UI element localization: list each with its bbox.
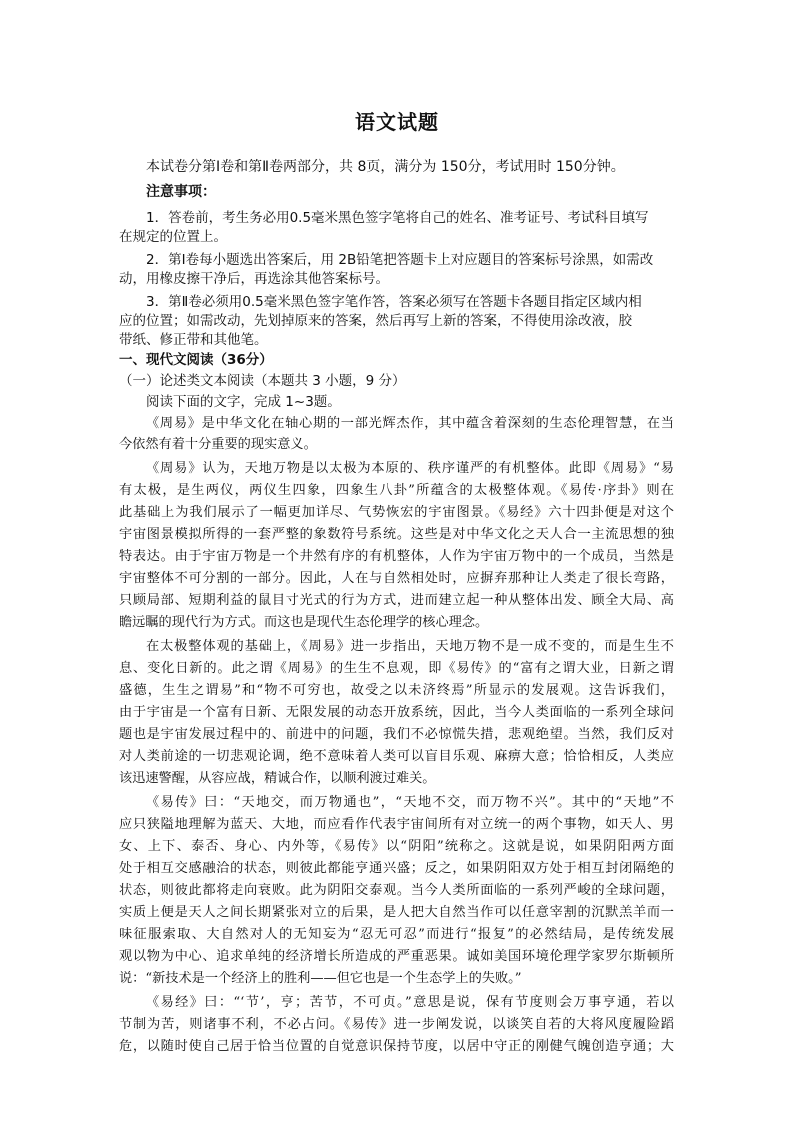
note-3-line-2: 应的位置；如需改动，先划掉原来的答案，然后再写上新的答案，不得使用涂改液，胶 — [119, 313, 632, 329]
passage-line: 今依然有着十分重要的现实意义。 — [119, 437, 317, 452]
passage-line: 应只狭隘地理解为蓝天、大地，而应看作代表宇宙间所有对立统一的两个事物，如天人、男 — [119, 817, 674, 832]
passage-line: 说：“新技术是一个经济上的胜利——但它也是一个生态学上的失败。” — [119, 971, 522, 986]
passage-line: 状态，则彼此都将走向衰败。此为阴阳交泰观。当今人类所面临的一系列严峻的全球问题， — [119, 883, 674, 898]
passage-line: 女、上下、泰否、身心、内外等，《易传》以“阴阳”统称之。这就是说，如果阴阳两方面 — [119, 839, 674, 854]
notice-heading: 注意事项： — [146, 184, 216, 200]
passage-line: 由于宇宙是一个富有日新、无限发展的动态开放系统，因此，当今人类面临的一系列全球问 — [119, 705, 674, 720]
note-3-line-1: 3．第Ⅱ卷必须用0.5毫米黑色签字笔作答，答案必须写在答题卡各题目指定区域内相 — [146, 294, 642, 310]
passage-line: 该迅速警醒，从容应战，精诚合作，以顺利渡过难关。 — [119, 771, 436, 786]
section-heading: 一、现代文阅读（36分） — [119, 352, 273, 368]
passage-line: 处于相互交感融洽的状态，则彼此都能亨通兴盛；反之，如果阴阳双方处于相互封闭隔绝的 — [119, 861, 674, 876]
passage-line: 瞻远瞩的现代行为方式。而这也是现代生态伦理学的核心理念。 — [119, 615, 489, 630]
passage-line: 只顾局部、短期利益的鼠目寸光式的行为方式，进而建立起一种从整体出发、顾全大局、高 — [119, 593, 674, 608]
passage-line: 危，以随时使自己居于恰当位置的自觉意识保持节度，以居中守正的刚健气魄创造亨通；大 — [119, 1039, 674, 1054]
passage-line: 《周易》认为，天地万物是以太极为本原的、秩序谨严的有机整体。此即《周易》“易 — [146, 461, 674, 476]
note-2-line-1: 2．第Ⅰ卷每小题选出答案后，用 2B铅笔把答题卡上对应题目的答案标号涂黑，如需改 — [146, 252, 654, 268]
passage-line: 宇宙整体不可分割的一部分。因此，人在与自然相处时，应摒弃那种让人类走了很长弯路， — [119, 571, 674, 586]
passage-line: 题也是宇宙发展过程中的、前进中的问题，我们不必惊慌失措，悲观绝望。当然，我们反对 — [119, 727, 674, 742]
note-1-line-1: 1．答卷前，考生务必用0.5毫米黑色签字笔将自己的姓名、准考证号、考试科目填写 — [146, 210, 649, 226]
passage-line: 《易经》曰：“‘节’，亨；苦节，不可贞。”意思是说，保有节度则会万事亨通，若以 — [146, 995, 674, 1010]
passage-line: 盛德，生生之谓易”和“物不可穷也，故受之以未济终焉”所显示的发展观。这告诉我们， — [119, 683, 674, 698]
note-3-line-3: 带纸、修正带和其他笔。 — [119, 332, 268, 348]
intro-text: 本试卷分第Ⅰ卷和第Ⅱ卷两部分，共 8页，满分为 150分，考试用时 150分钟。 — [146, 159, 625, 175]
passage-line: 此基础上为我们展示了一幅更加详尽、气势恢宏的宇宙图景。《易经》六十四卦便是对这个 — [119, 505, 674, 520]
passage-line: 实质上便是天人之间长期紧张对立的后果，是人把大自然当作可以任意宰割的沉默羔羊而一 — [119, 905, 674, 920]
passage-line: 节制为苦，则诸事不利，不必占问。《易传》进一步阐发说，以谈笑自若的大将风度履险蹈 — [119, 1017, 674, 1032]
note-1-line-2: 在规定的位置上。 — [119, 229, 227, 245]
passage-line: 对人类前途的一切悲观论调，绝不意味着人类可以盲目乐观、麻痹大意；恰恰相反，人类应 — [119, 749, 674, 764]
passage-line: 在太极整体观的基础上，《周易》进一步指出，天地万物不是一成不变的，而是生生不 — [146, 639, 674, 654]
passage-line: 宇宙图景模拟所得的一套严整的象数符号系统。这些是对中华文化之天人合一主流思想的独 — [119, 527, 674, 542]
passage-line: 特表达。由于宇宙万物是一个井然有序的有机整体，人作为宇宙万物中的一个成员，当然是 — [119, 549, 674, 564]
page-title: 语文试题 — [355, 110, 439, 134]
passage-line: 《周易》是中华文化在轴心期的一部光辉杰作，其中蕴含着深刻的生态伦理智慧，在当 — [146, 416, 674, 431]
instruction-text: 阅读下面的文字，完成 1~3题。 — [146, 394, 341, 410]
passage-line: 息、变化日新的。此之谓《周易》的生生不息观，即《易传》的“富有之谓大业，日新之谓 — [119, 661, 674, 676]
passage-line: 味征服索取、大自然对人的无知妄为“忍无可忍”而进行“报复”的必然结局，是传统发展 — [119, 927, 674, 942]
passage-line: 观以物为中心、追求单纯的经济增长所造成的严重恶果。诚如美国环境伦理学家罗尔斯顿所 — [119, 949, 674, 964]
passage-line: 有太极，是生两仪，两仪生四象，四象生八卦”所蕴含的太极整体观。《易传·序卦》则在 — [119, 483, 674, 498]
subsection-heading: （一）论述类文本阅读（本题共 3 小题，9 分） — [119, 373, 406, 389]
note-2-line-2: 动，用橡皮擦干净后，再选涂其他答案标号。 — [119, 271, 389, 287]
passage-line: 《易传》曰：“天地交，而万物通也”，“天地不交，而万物不兴”。其中的“天地”不 — [146, 795, 674, 810]
